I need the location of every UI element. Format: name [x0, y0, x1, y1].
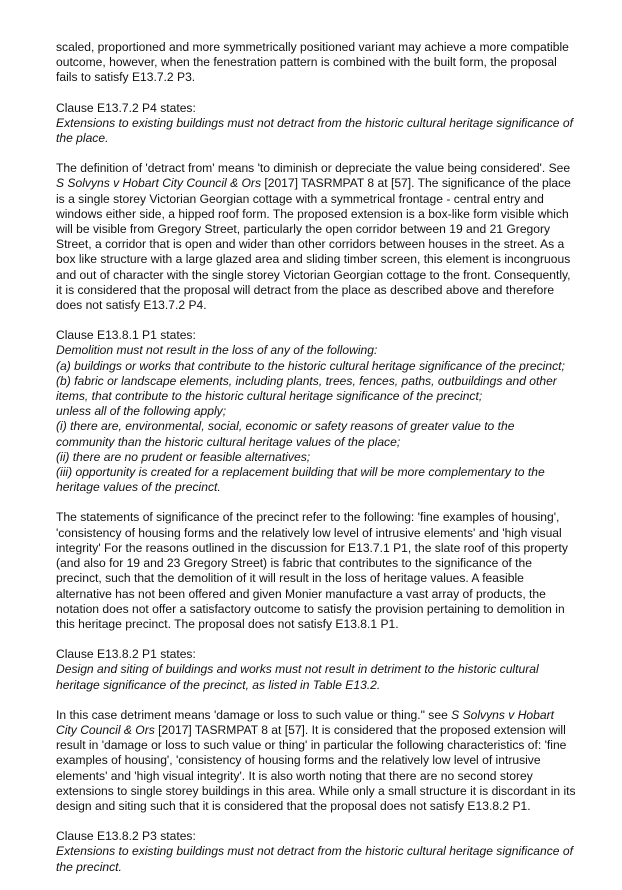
- paragraph-text: In this case detriment means 'damage or loss to such value or thing." see: [56, 707, 452, 722]
- clause-text-line: Demolition must not result in the loss of any of the following:: [56, 343, 378, 358]
- clause-text-line: (iii) opportunity is created for a replacement building that will be more complementary to the heritage values of the precinct.: [56, 465, 545, 495]
- clause-e13-8-2-p3: [56, 829, 576, 875]
- clause-text-line: (i) there are, environmental, social, economic or safety reasons of greater value to the community than the historic cultural heritage values of the place;: [56, 419, 515, 449]
- clause-text-line: (ii) there are no prudent or feasible alternatives;: [56, 449, 311, 464]
- clause-text-line: (b) fabric or landscape elements, including plants, trees, fences, paths, outbuildings and other items, that contribute to the historic cultural heritage significance of the precinct;: [56, 373, 557, 404]
- case-citation: S Solvyns v Hobart City Council & Ors: [56, 707, 554, 737]
- clause-heading: Clause E13.7.2 P4 states:: [56, 100, 196, 115]
- clause-text: Extensions to existing buildings must not detract from the historic cultural heritage significance of the precinct.: [56, 844, 573, 874]
- clause-e13-8-1-p1: [56, 328, 576, 495]
- paragraph-detract-from: [56, 161, 576, 313]
- paragraph-text: The definition of 'detract from' means 'to diminish or depreciate the value being considered'. See: [56, 161, 571, 176]
- case-citation: S Solvyns v Hobart City Council & Ors: [56, 176, 261, 191]
- clause-text: Design and siting of buildings and works must not result in detriment to the historic cultural heritage significance of the precinct, as listed in Table E13.2.: [56, 662, 539, 692]
- document-page: [56, 40, 576, 890]
- clause-heading: Clause E13.8.2 P1 states:: [56, 647, 196, 662]
- clause-heading: Clause E13.8.1 P1 states:: [56, 328, 196, 343]
- paragraph-detriment: [56, 708, 576, 814]
- paragraph-statements-of-significance: The statements of significance of the precinct refer to the following: 'fine examples of housing', 'consistency of housing forms and the relatively low level of intrusive elements' and 'high visual integrity' For the reasons outlined in the discussion for E13.7.1 P1, the slate roof of this property (and also for 19 and 23 Gregory Street) is fabric that contributes to the significance of the precinct, such that the demolition of it will result in the loss of heritage values. A feasible alternative has not been offered and given Monier manufacture a vast array of products, the notation does not offer a satisfactory outcome to satisfy the provision pertaining to demolition in this heritage precinct. The proposal does not satisfy E13.8.1 P1.: [56, 510, 568, 631]
- clause-text-line: unless all of the following apply;: [56, 404, 227, 419]
- paragraph-text: [2017] TASRMPAT 8 at [57]. The significance of the place is a single storey Victorian Georgian cottage with a symmetrical frontage - central entry and windows either side, a hipped roof form. The proposed extension is a box-like form visible which will be visible from Gregory Street, particularly the open corridor between 19 and 21 Gregory Street, a corridor that is open and wider than other corridors between houses in the street. As a box like structure with a large glazed area and sliding timber screen, this element is incongruous and out of character with the single storey Victorian Georgian cottage to the front. Consequently, it is considered that the proposal will detract from the place as described above and therefore does not satisfy E13.7.2 P4.: [56, 176, 571, 313]
- clause-text-line: (a) buildings or works that contribute to the historic cultural heritage significance of the precinct;: [56, 358, 565, 373]
- clause-heading: Clause E13.8.2 P3 states:: [56, 829, 196, 844]
- paragraph-fenestration: scaled, proportioned and more symmetrically positioned variant may achieve a more compatible outcome, however, when the fenestration pattern is combined with the built form, the proposal fails to satisfy E13.7.2 P3.: [56, 40, 569, 85]
- paragraph-text: [2017] TASRMPAT 8 at [57]. It is considered that the proposed extension will result in 'damage or loss to such value or thing' in particular the following characteristics of: 'fine examples of housing', 'consistency of housing forms and the relatively low level of intrusive elements' and 'high visual integrity'. It is also worth noting that there are no second storey extensions to single storey buildings in this area. While only a small structure it is discordant in its design and siting such that it is considered that the proposal does not satisfy E13.8.2 P1.: [56, 722, 576, 813]
- clause-text: Extensions to existing buildings must not detract from the historic cultural heritage significance of the place.: [56, 115, 573, 146]
- clause-e13-7-2-p4: [56, 101, 576, 147]
- clause-e13-8-2-p1: [56, 647, 576, 693]
